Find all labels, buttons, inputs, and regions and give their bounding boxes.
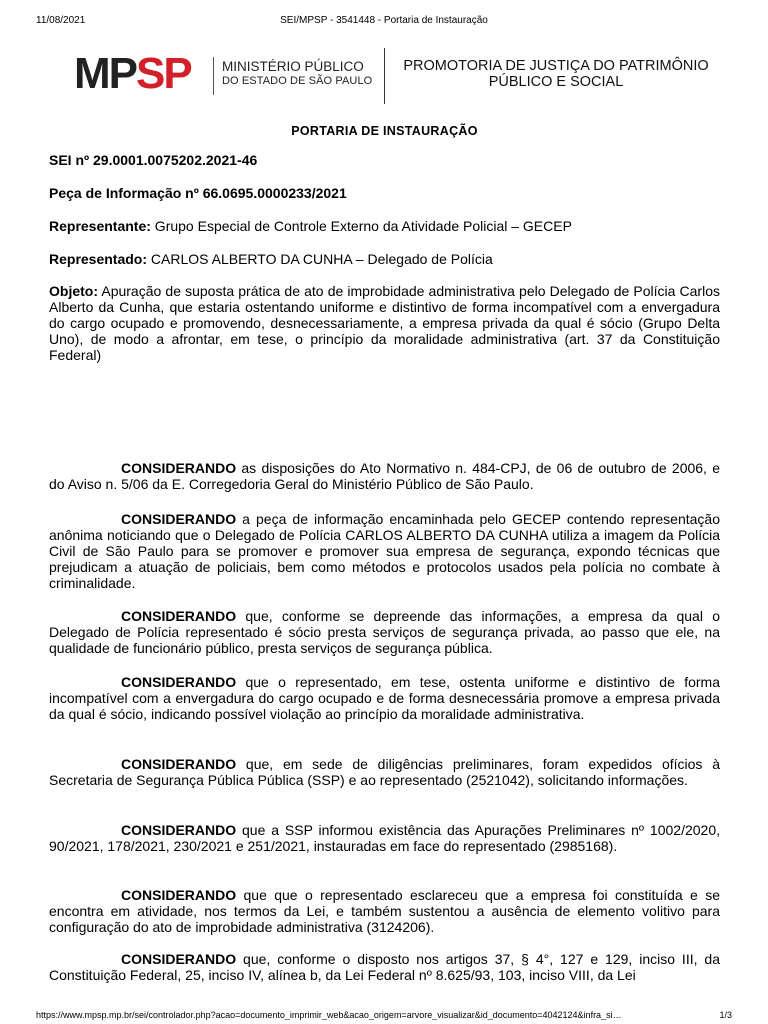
- promotoria-name: PROMOTORIA DE JUSTIÇA DO PATRIMÔNIO PÚBLICO E SOCIAL: [403, 58, 709, 90]
- objeto-value: Apuração de suposta prática de ato de improbidade administrativa pelo Delegado de Polícia Carlos Alberto da Cunha, que estaria ostentando uniforme e distintivo de forma incompatível com a envergadura do cargo ocupado e promovendo, desnecessariamente, a empresa privada da qual é sócio (Grupo Delta Uno), de modo a afrontar, em tese, o princípio da moralidade administrativa (art. 37 da Constituição Federal): [49, 283, 720, 363]
- considerando-paragraph: [49, 822, 720, 854]
- logo-mp-text: MP: [74, 49, 136, 98]
- considerando-paragraph: [49, 756, 720, 788]
- print-title: SEI/MPSP - 3541448 - Portaria de Instauração: [280, 15, 488, 26]
- page-number: 1/3: [719, 1010, 732, 1020]
- considerando-label: CONSIDERANDO: [121, 460, 237, 476]
- considerando-text: que, em sede de diligências preliminares, foram expedidos ofícios à Secretaria de Segurança Pública Pública (SSP) e ao representado (2521042), solicitando informações.: [49, 756, 720, 788]
- org-name-line1: MINISTÉRIO PÚBLICO: [222, 59, 364, 74]
- considerando-paragraph: [49, 511, 720, 591]
- considerando-text: que a SSP informou existência das Apurações Preliminares nº 1002/2020, 90/2021, 178/2021, 230/2021 e 251/2021, instauradas em face do representado (2985168).: [49, 822, 720, 854]
- considerando-text: que o representado, em tese, ostenta uniforme e distintivo de forma incompatível com a envergadura do cargo ocupado e de forma desnecessária promove a empresa privada da qual é sócio, indicando possível violação ao princípio da moralidade administrativa.: [49, 674, 720, 722]
- logo-divider: [213, 57, 214, 95]
- representado-value: CARLOS ALBERTO DA CUNHA – Delegado de Polícia: [147, 251, 493, 267]
- print-url: https://www.mpsp.mp.br/sei/controlador.php?acao=documento_imprimir_web&acao_origem=arvore_visualizar&id_documento=4042124&infra_si…: [36, 1010, 622, 1020]
- logo-sp-text: SP: [136, 49, 191, 98]
- representante-label: Representante:: [49, 218, 151, 234]
- letterhead: [74, 49, 722, 100]
- considerando-text: que, conforme o disposto nos artigos 37, § 4°, 127 e 129, inciso III, da Constituição Federal, 25, inciso IV, alínea b, da Lei Federal nº 8.625/93, 103, inciso VIII, da Lei: [49, 951, 720, 983]
- considerando-text: as disposições do Ato Normativo n. 484-CPJ, de 06 de outubro de 2006, e do Aviso n. 5/06 da E. Corregedoria Geral do Ministério Público de São Paulo.: [49, 460, 720, 492]
- mpsp-logo: [74, 50, 191, 98]
- representado-label: Representado:: [49, 251, 148, 267]
- document-title: PORTARIA DE INSTAURAÇÃO: [291, 124, 478, 138]
- considerando-label: CONSIDERANDO: [121, 511, 237, 527]
- print-date: 11/08/2021: [36, 15, 86, 26]
- representado: [49, 251, 720, 267]
- considerando-label: CONSIDERANDO: [121, 674, 237, 690]
- considerando-label: CONSIDERANDO: [121, 822, 237, 838]
- considerando-paragraph: [49, 674, 720, 722]
- considerando-label: CONSIDERANDO: [121, 756, 237, 772]
- representante-value: Grupo Especial de Controle Externo da Atividade Policial – GECEP: [150, 218, 572, 234]
- header-divider: [384, 48, 385, 104]
- considerando-text: a peça de informação encaminhada pelo GECEP contendo representação anônima noticiando que o Delegado de Polícia CARLOS ALBERTO DA CUNHA utiliza a imagem da Polícia Civil de São Paulo para se promover e promover sua empresa de segurança, expondo técnicas que prejudicam a atuação de policiais, bem como métodos e protocolos usados pela polícia no combate à criminalidade.: [49, 511, 720, 591]
- considerando-label: CONSIDERANDO: [121, 887, 237, 903]
- sei-number-text: SEI nº 29.0001.0075202.2021-46: [49, 152, 258, 168]
- considerando-text: que, conforme se depreende das informações, a empresa da qual o Delegado de Polícia representado é sócio presta serviços de segurança privada, ao passo que ele, na qualidade de funcionário público, presta serviços de segurança pública.: [49, 608, 720, 656]
- org-name-line2: DO ESTADO DE SÃO PAULO: [222, 75, 373, 87]
- objeto-label: Objeto:: [49, 283, 98, 299]
- considerando-paragraph: [49, 887, 720, 935]
- considerando-paragraph: [49, 608, 720, 656]
- objeto: [49, 283, 720, 363]
- considerando-label: CONSIDERANDO: [121, 951, 237, 967]
- considerando-paragraph: [49, 951, 720, 983]
- peca-informacao: [49, 185, 720, 201]
- considerando-label: CONSIDERANDO: [121, 608, 237, 624]
- representante: [49, 218, 720, 234]
- org-name: [222, 59, 372, 88]
- sei-number: [49, 152, 720, 168]
- considerando-paragraph: [49, 460, 720, 492]
- peca-informacao-text: Peça de Informação nº 66.0695.0000233/2021: [49, 185, 347, 201]
- considerando-text: que que o representado esclareceu que a empresa foi constituída e se encontra em atividade, nos termos da Lei, e também sustentou a ausência de elemento volitivo para configuração do ato de improbidade administrativa (3124206).: [49, 887, 720, 935]
